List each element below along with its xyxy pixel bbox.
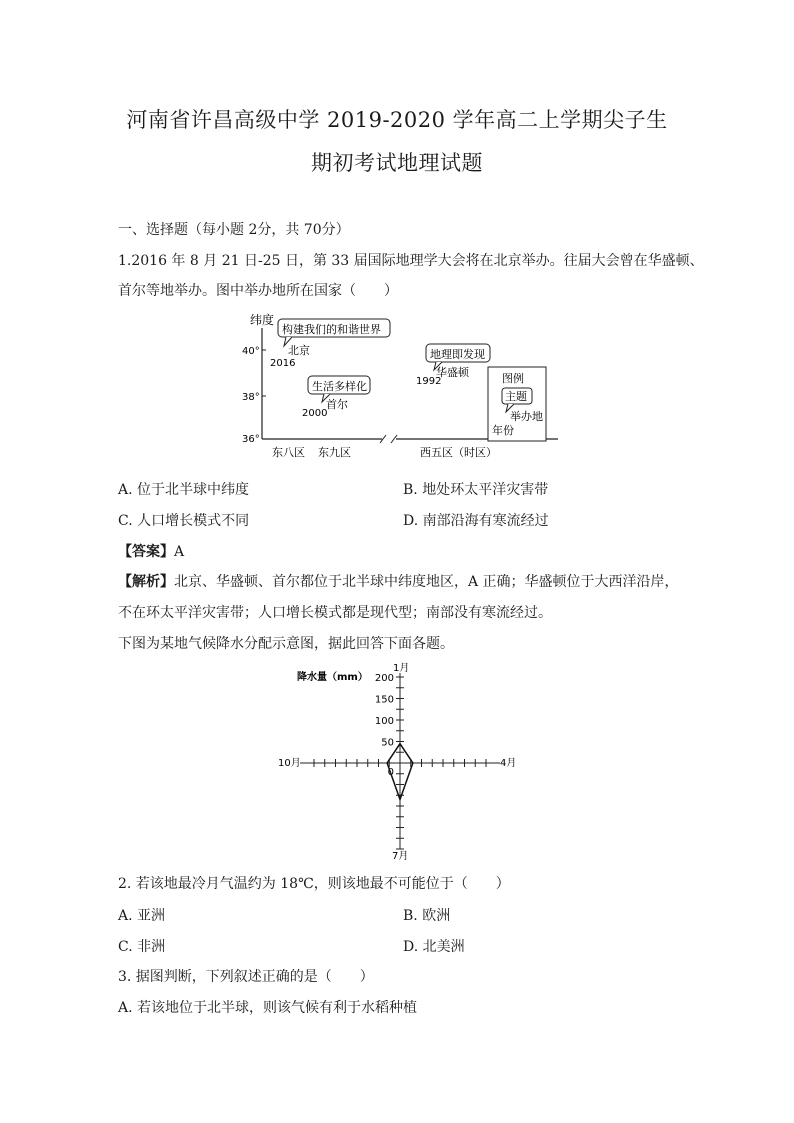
intro-q2-q3: 下图为某地气候降水分配示意图，据此回答下面各题。 xyxy=(118,636,454,652)
q1-option-b: B. 地处环太平洋灾害带 xyxy=(403,482,549,498)
tick-label: 50 xyxy=(381,737,394,749)
tick-label: 0 xyxy=(387,767,394,778)
q1-stem-line2: 首尔等地举办。图中举办地所在国家（ ） xyxy=(118,283,398,299)
fig1-legend-theme: 主题 xyxy=(505,390,527,403)
analysis-text1: 北京、华盛顿、首尔都位于北半球中纬度地区，A 正确；华盛顿位于大西洋沿岸， xyxy=(174,574,679,590)
page-title-line2: 期初考试地理试题 xyxy=(311,151,483,175)
fig1-ytick-38: 38° xyxy=(242,392,260,403)
fig2-ylabel: 降水量（mm） xyxy=(297,672,368,683)
fig1-year-seoul: 2000 xyxy=(302,408,328,419)
fig1-year-beijing: 2016 xyxy=(270,358,296,369)
q1-option-d: D. 南部沿海有寒流经过 xyxy=(403,513,549,529)
fig2-month-jan: 1月 xyxy=(393,663,410,674)
q1-stem-line1: 1.2016 年 8 月 21 日-25 日，第 33 届国际地理学大会将在北京举办。往届大会曾在华盛顿、 xyxy=(118,253,704,269)
answer-label: 【答案】 xyxy=(118,544,174,560)
q2-option-b: B. 欧洲 xyxy=(403,908,451,924)
fig2-month-jul: 7月 xyxy=(392,851,409,862)
fig1-city-washington: 华盛顿 xyxy=(436,366,469,379)
analysis-label: 【解析】 xyxy=(118,574,174,590)
q1-analysis-line1 xyxy=(118,571,679,591)
q3-stem: 3. 据图判断，下列叙述正确的是（ ） xyxy=(118,969,374,985)
q2-option-d: D. 北美洲 xyxy=(403,939,465,955)
fig1-legend-title: 图例 xyxy=(502,372,524,385)
q3-option-a: A. 若该地位于北半球，则该气候有利于水稻种植 xyxy=(118,1000,418,1016)
fig1-legend-year: 年份 xyxy=(492,424,514,437)
q1-analysis-line2: 不在环太平洋灾害带；人口增长模式都是现代型；南部没有寒流经过。 xyxy=(118,605,552,621)
fig1-year-washington: 1992 xyxy=(416,376,442,387)
figure-latitude-timezone xyxy=(240,308,560,468)
tick-label: 100 xyxy=(374,716,394,727)
q1-option-a: A. 位于北半球中纬度 xyxy=(118,482,250,498)
fig1-legend-place: 举办地 xyxy=(510,410,543,423)
figure-precipitation-radar xyxy=(270,660,530,865)
answer-value: A xyxy=(174,544,185,560)
fig1-xtick-e9: 东九区 xyxy=(318,446,351,459)
fig1-theme-seoul: 生活多样化 xyxy=(312,380,367,393)
section-heading: 一、选择题（每小题 2分，共 70分） xyxy=(118,222,350,238)
tick-label: 200 xyxy=(374,673,394,684)
fig1-xtick-e8: 东八区 xyxy=(272,446,305,459)
q2-option-a: A. 亚洲 xyxy=(118,908,166,924)
fig1-ytick-36: 36° xyxy=(242,434,260,445)
fig1-city-beijing: 北京 xyxy=(288,344,310,357)
fig2-month-oct: 10月 xyxy=(278,758,301,769)
fig1-ylabel: 纬度 xyxy=(250,313,275,327)
q2-stem: 2. 若该地最冷月气温约为 18℃，则该地最不可能位于（ ） xyxy=(118,876,510,892)
fig1-ytick-40: 40° xyxy=(242,346,260,357)
q2-option-c: C. 非洲 xyxy=(118,939,166,955)
q1-answer xyxy=(118,541,184,561)
page-title-line1: 河南省许昌高级中学 2019-2020 学年高二上学期尖子生 xyxy=(126,108,668,132)
fig2-month-apr: 4月 xyxy=(500,758,517,769)
fig1-xtick-w5: 西五区（时区） xyxy=(420,446,497,459)
tick-label: 150 xyxy=(374,694,394,706)
fig1-theme-washington: 地理即发现 xyxy=(430,348,485,361)
q1-option-c: C. 人口增长模式不同 xyxy=(118,513,250,529)
fig1-theme-beijing: 构建我们的和谐世界 xyxy=(282,323,381,336)
fig1-city-seoul: 首尔 xyxy=(326,398,348,411)
